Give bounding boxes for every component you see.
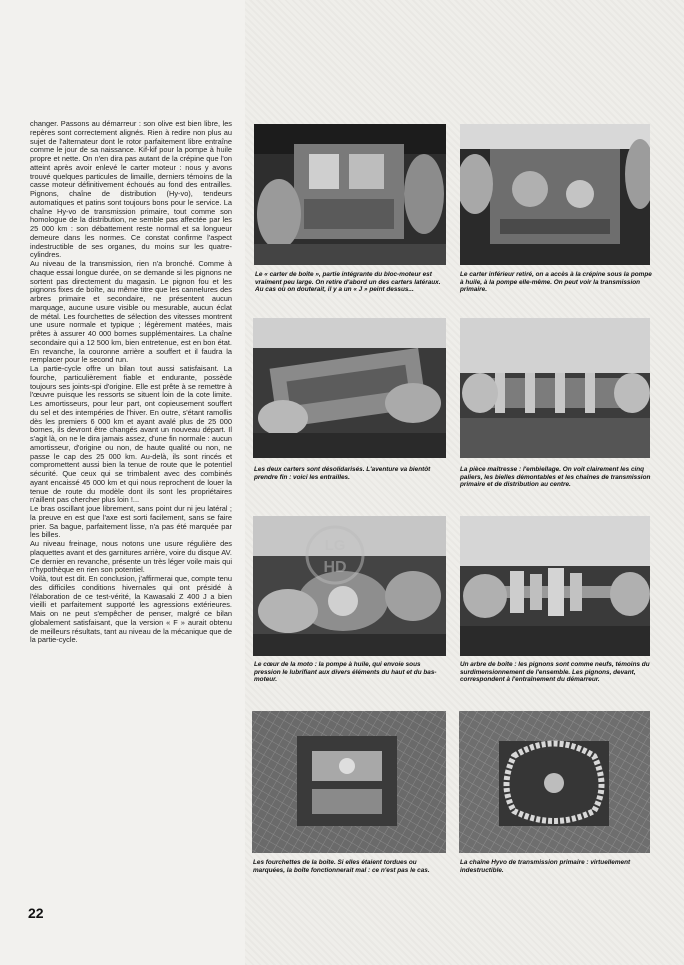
watermark-line1: LG xyxy=(324,537,346,554)
watermark-line2: HD xyxy=(323,559,347,576)
photo-shift-forks xyxy=(252,711,446,853)
article-paragraph: Au niveau de la transmission, rien n'a bronché. Comme à chaque essai longue durée, on se demande si les pignons ne sortent pas directement du magasin. Le pignon fou et les pignons fixes de boîte, au même titre que les cannelures des arbres primaire et secondaire, ne présentent aucun marquage, aucune usure visible ou mesurable, aucun éclat de métal. Les fourchettes de sélection des vitesses montrent une usure normale et typique ; légèrement matées, mais prêtes à assurer 40 000 bornes supplémentaires. La chaîne secondaire qui a 12 500 km, bien entretenue, est en bon état. En revanche, la couronne arrière a souffert et il faudra la remplacer pour le second run. xyxy=(30,259,232,365)
caption-oil-strainer: Le carter inférieur retiré, on a accès à la crépine sous la pompe à huile, à la pompe elle-même. On peut voir la transmission primaire. xyxy=(460,271,652,294)
page-number: 22 xyxy=(28,905,44,921)
article-paragraph: Voilà, tout est dit. En conclusion, j'affirmerai que, compte tenu des difficiles conditions hivernales qui ont présidé à l'élaboration de ce test-vérité, la Kawasaki Z 400 J a bien vieilli et parfaitement supporté les agressions extérieures. Mais on ne peut s'empêcher de penser, malgré ce bilan globalement satisfaisant, que la version « F » aurait obtenu de meilleurs résultats, tant au niveau de la mécanique que de la partie-cycle. xyxy=(30,574,232,645)
article-paragraph: La partie-cycle offre un bilan tout aussi satisfaisant. La fourche, particulièrement fiable et endurante, possède toujours ses joints-spi d'origine. Elle est prête à se remettre à l'œuvre puisque les ressorts se situent loin de la cote limite. Les amortisseurs, pour leur part, ont copieusement souffert du sel et des intempéries de l'hiver. En outre, s'étant ramollis dès les premiers 6 000 km et ayant avalé plus de 25 000 bornes, ils devront être changés avant un nouveau départ. Il s'agit là, on ne le dira jamais assez, d'une fin normale : aucun amortisseur, d'origine ou non, de haute qualité ou non, ne passe le cap des 25 000 km. Au-delà, ils sont rincés et compromettent aussi bien la tenue de route que le potentiel sécurité. Que ceux qui se trimbalent avec des combinés ayant encaissé 45 000 km et qui nous reprochent de louer la tenue de route du modèle dont ils sont les propriétaires n'aillent pas chercher plus loin !... xyxy=(30,364,232,505)
caption-shift-forks: Les fourchettes de la boîte. Si elles étaient tordues ou marquées, la boîte fonctionnerait mal : ce n'est pas le cas. xyxy=(253,859,430,874)
caption-oil-pump: Le cœur de la moto : la pompe à huile, qui envoie sous pression le lubrifiant aux divers éléments du haut et du bas-moteur. xyxy=(254,661,437,684)
caption-split-cases: Les deux carters sont désolidarisés. L'aventure va bientôt prendre fin : voici les entrailles. xyxy=(254,466,431,481)
caption-gearbox-shaft: Un arbre de boîte : les pignons sont comme neufs, témoins du surdimensionnement de l'ensemble. Les pignons, devant, correspondent à l'entraînement du démarreur. xyxy=(460,661,650,684)
article-paragraph: Au niveau freinage, nous notons une usure régulière des plaquettes avant et des garnitures arrière, voire du disque AV. Ce dernier en revanche, présente un très léger voile mais qui n'hypothèque en rien son potentiel. xyxy=(30,539,232,575)
photo-gearbox-shaft xyxy=(460,516,650,656)
article-paragraph: Le bras oscillant joue librement, sans point dur ni jeu latéral ; la preuve en est que l'axe est sorti facilement, sans se faire prier. Sa bague, parfaitement lisse, n'a pas été marquée par les billes. xyxy=(30,504,232,540)
caption-primary-chain: La chaîne Hyvo de transmission primaire : virtuellement indestructible. xyxy=(460,859,631,874)
photo-primary-chain xyxy=(459,711,650,853)
photo-split-cases xyxy=(253,318,446,458)
article-body xyxy=(30,120,232,645)
photo-gearbox-casing xyxy=(254,124,446,265)
photo-crankshaft xyxy=(460,318,650,458)
caption-gearbox-casing: Le « carter de boîte », partie intégrante du bloc-moteur est vraiment peu large. On retire d'abord un des carters latéraux. Au cas où on douterait, il y a un « J » peint dessus... xyxy=(255,271,441,294)
watermark-logo xyxy=(300,520,370,590)
article-paragraph: changer. Passons au démarreur : son olive est bien libre, les repères sont correctement alignés. Rien à redire non plus au sujet de l'alternateur dont le rotor parfaitement libre entraîne comme le jour de sa naissance. Kif-kif pour la pompe à huile propre et nette. On n'en dira pas autant de la crépine que l'on atteint après avoir enlevé le carter moteur : nous y avons trouvé quelques particules de limaille, derniers témoins de la casse moteur définitivement échoués au fond des entrailles. Pignons, chaîne de distribution (Hy-vo), tendeurs automatiques et patins sont toujours bons pour le service. La chaîne Hy-vo de transmission primaire, tout comme son homologue de la distribution, ne semble pas affectée par les 25 000 km : son débattement reste normal et sa longueur demeure dans les normes. Ce constat confirme l'aspect indestructible de ses organes, du moins sur les quatre-cylindres. xyxy=(30,119,232,260)
caption-crankshaft: La pièce maîtresse : l'embiellage. On voit clairement les cinq paliers, les bielles démontables et les chaînes de transmission primaire et de distribution au centre. xyxy=(460,466,651,489)
photo-oil-strainer xyxy=(460,124,650,265)
